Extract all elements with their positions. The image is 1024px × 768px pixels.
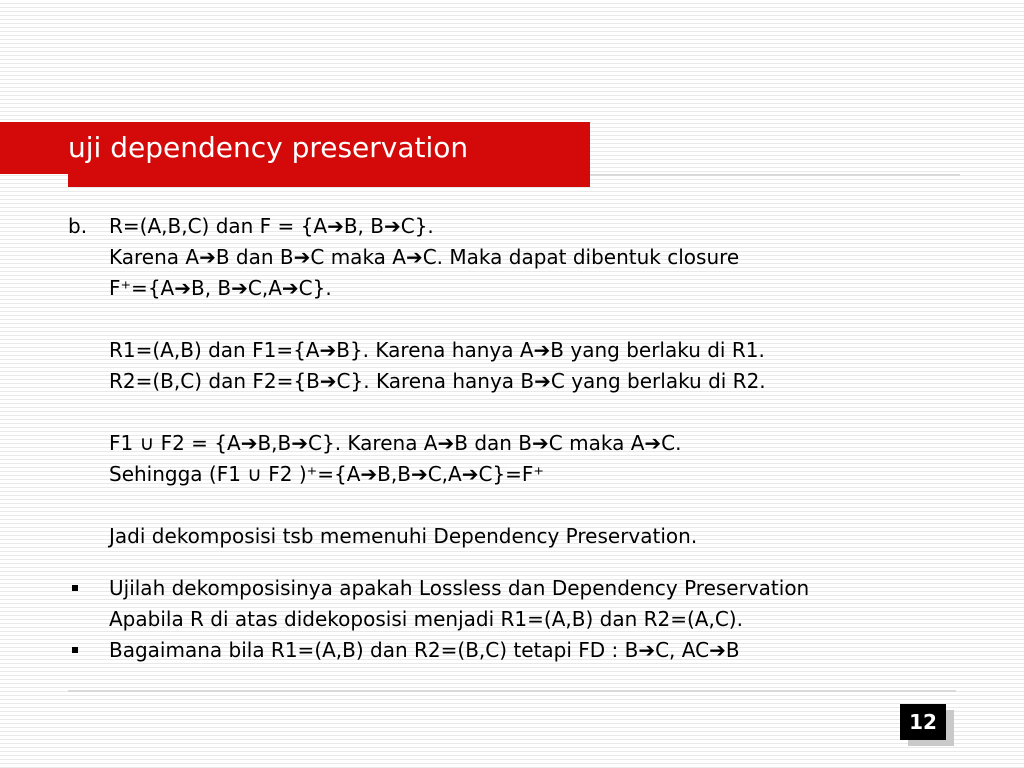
item-b-text: Jadi dekomposisi tsb memenuhi Dependency Preservation. [109, 524, 698, 548]
bullet-text: Bagaimana bila R1=(A,B) dan R2=(B,C) tetapi FD : B➔C, AC➔B [109, 638, 740, 662]
item-b-block [68, 211, 1008, 552]
spacer [68, 397, 1008, 428]
top-divider [590, 174, 960, 176]
item-b-text: F⁺={A➔B, B➔C,A➔C}. [109, 276, 332, 300]
item-b-line [68, 211, 1008, 242]
bullet-list [68, 573, 1018, 666]
bullet-text: Ujilah dekomposisinya apakah Lossless dan Dependency Preservation [109, 576, 810, 600]
item-b-line [68, 459, 1008, 490]
item-b-text: Karena A➔B dan B➔C maka A➔C. Maka dapat dibentuk closure [109, 245, 740, 269]
page-number: 12 [900, 704, 946, 740]
spacer [68, 490, 1008, 521]
square-bullet-icon [72, 647, 78, 653]
title-underline [68, 174, 590, 187]
bullet-item-continuation [68, 604, 1018, 635]
bullet-item [68, 635, 1018, 666]
item-b-text: R1=(A,B) dan F1={A➔B}. Karena hanya A➔B yang berlaku di R1. [109, 338, 765, 362]
spacer [68, 304, 1008, 335]
item-b-line [68, 428, 1008, 459]
item-b-line [68, 242, 1008, 273]
item-b-line [68, 366, 1008, 397]
slide-title: uji dependency preservation [68, 131, 469, 164]
bullet-text: Apabila R di atas didekoposisi menjadi R1=(A,B) dan R2=(A,C). [109, 607, 743, 631]
bottom-divider [68, 690, 956, 692]
bullet-item [68, 573, 1018, 604]
item-b-text: R2=(B,C) dan F2={B➔C}. Karena hanya B➔C yang berlaku di R2. [109, 369, 766, 393]
item-b-line [68, 521, 1008, 552]
item-b-marker: b. [68, 214, 88, 238]
item-b-text: R=(A,B,C) dan F = {A➔B, B➔C}. [109, 214, 434, 238]
square-bullet-icon [72, 585, 78, 591]
item-b-line [68, 335, 1008, 366]
item-b-line [68, 273, 1008, 304]
item-b-text: Sehingga (F1 ∪ F2 )⁺={A➔B,B➔C,A➔C}=F⁺ [109, 462, 544, 486]
item-b-text: F1 ∪ F2 = {A➔B,B➔C}. Karena A➔B dan B➔C maka A➔C. [109, 431, 682, 455]
